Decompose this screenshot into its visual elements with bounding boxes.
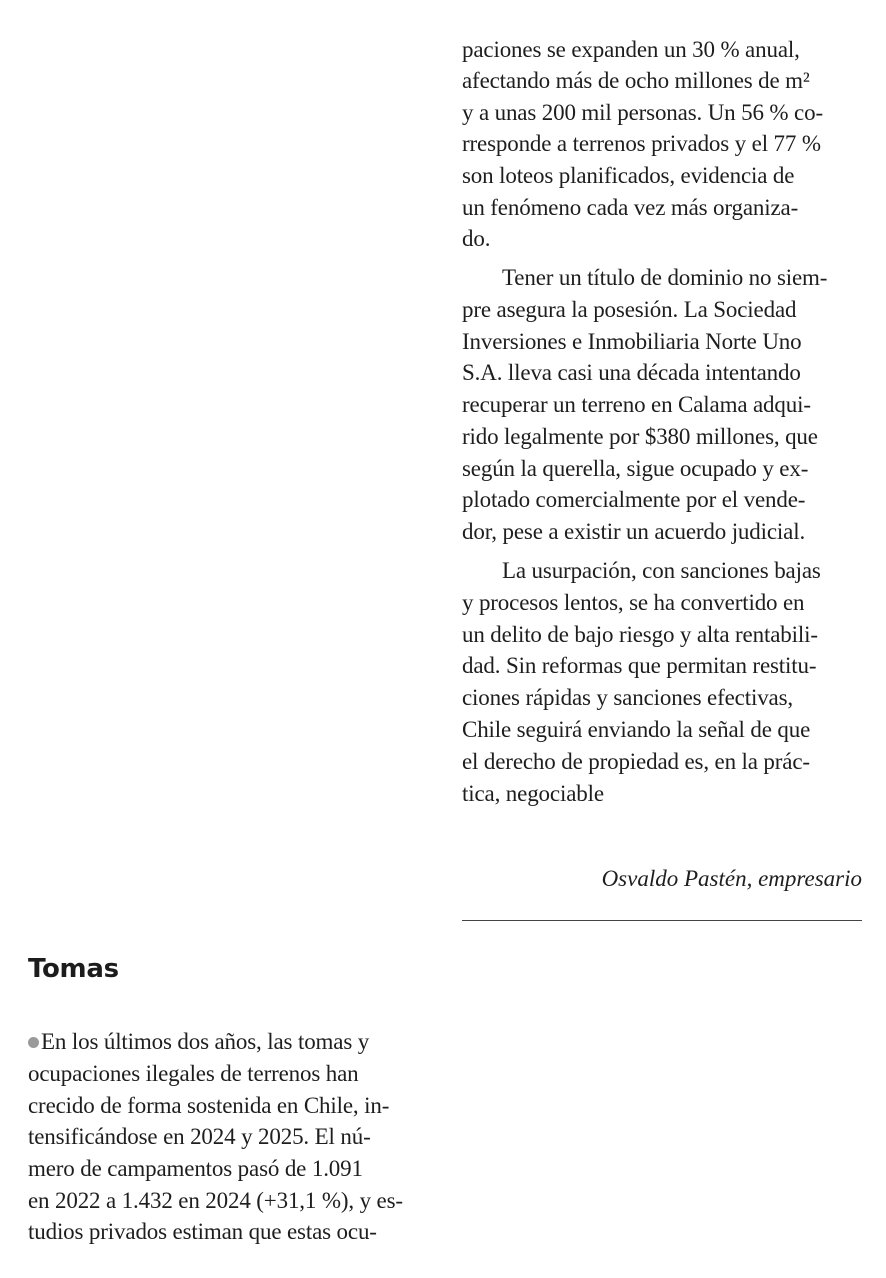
- body-line: mero de campamentos pasó de 1.091: [28, 1156, 363, 1181]
- body-line: plotado comercialmente por el vende-: [462, 487, 806, 512]
- body-line: paciones se expanden un 30 % anual,: [462, 37, 800, 62]
- body-line: son loteos planificados, evidencia de: [462, 163, 795, 188]
- paragraph-first-line: La usurpación, con sanciones bajas: [502, 558, 821, 583]
- body-line: dad. Sin reformas que permitan restitu-: [462, 653, 817, 678]
- body-line: afectando más de ocho millones de m²: [462, 68, 810, 93]
- body-line: el derecho de propiedad es, en la prác-: [462, 749, 810, 774]
- body-line: S.A. lleva casi una década intentando: [462, 360, 801, 385]
- lead-text: En los últimos dos años, las tomas y: [41, 1029, 370, 1054]
- body-line: Chile seguirá enviando la señal de que: [462, 717, 811, 742]
- column-divider-rule: [462, 920, 862, 921]
- author-signature: Osvaldo Pastén, empresario: [601, 866, 862, 891]
- body-line: pre asegura la posesión. La Sociedad: [462, 297, 797, 322]
- body-line: recuperar un terreno en Calama adqui-: [462, 392, 811, 417]
- body-line: un fenómeno cada vez más organiza-: [462, 195, 799, 220]
- body-line: en 2022 a 1.432 en 2024 (+31,1 %), y es-: [28, 1188, 403, 1213]
- body-line: ocupaciones ilegales de terrenos han: [28, 1061, 359, 1086]
- paragraph-first-line: Tener un título de dominio no siem-: [502, 265, 828, 290]
- body-line: según la querella, sigue ocupado y ex-: [462, 456, 809, 481]
- body-line: dor, pese a existir un acuerdo judicial.: [462, 519, 806, 544]
- body-line: un delito de bajo riesgo y alta rentabili-: [462, 622, 818, 647]
- body-line: crecido de forma sostenida en Chile, in-: [28, 1093, 390, 1118]
- body-line: do.: [462, 226, 491, 251]
- body-line: ciones rápidas y sanciones efectivas,: [462, 685, 794, 710]
- body-line: rido legalmente por $380 millones, que: [462, 424, 818, 449]
- body-line: y procesos lentos, se ha convertido en: [462, 590, 805, 615]
- tomas-article-column: [28, 940, 438, 1278]
- body-line: tensificándose en 2024 y 2025. El nú-: [28, 1124, 371, 1149]
- body-line: tudios privados estiman que estas ocu-: [28, 1219, 377, 1244]
- bullet-dot-icon: [28, 1037, 39, 1048]
- lead-line: [28, 1026, 369, 1057]
- body-line: tica, negociable: [462, 781, 604, 806]
- body-line: rresponde a terrenos privados y el 77 %: [462, 131, 821, 156]
- article-end-column: [462, 0, 866, 930]
- body-line: y a unas 200 mil personas. Un 56 % co-: [462, 100, 823, 125]
- section-title: Tomas: [28, 954, 119, 984]
- body-line: Inversiones e Inmobiliaria Norte Uno: [462, 329, 802, 354]
